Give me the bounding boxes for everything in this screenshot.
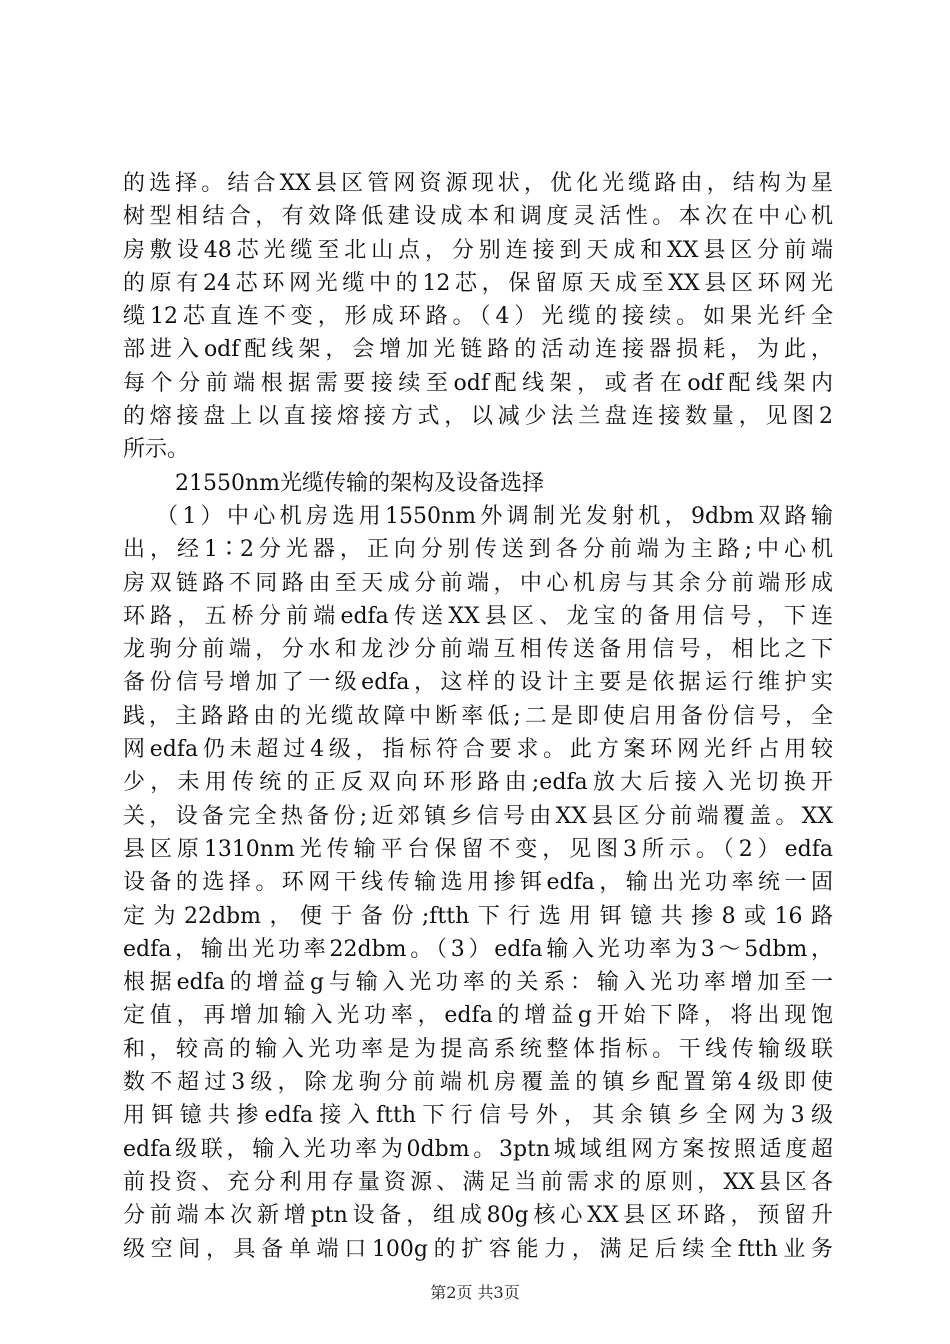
text-line: （1）中心机房选用1550nm外调制光发射机，9dbm双路输 xyxy=(156,503,833,529)
text-line: 关，设备完全热备份;近郊镇乡信号由XX县区分前端覆盖。XX xyxy=(123,803,833,829)
text-line: 和，较高的输入光功率是为提高系统整体指标。干线传输级联 xyxy=(123,1036,833,1062)
text-line: 的熔接盘上以直接熔接方式，以减少法兰盘连接数量，见图2 xyxy=(123,404,833,430)
text-line: 房敷设48芯光缆至北山点，分别连接到天成和XX县区分前端 xyxy=(123,237,833,263)
text-line: 的选择。结合XX县区管网资源现状，优化光缆路由，结构为星 xyxy=(123,171,833,196)
text-line: 21550nm光缆传输的架构及设备选择 xyxy=(175,470,545,496)
text-line: 龙驹分前端，分水和龙沙分前端互相传送备用信号，相比之下 xyxy=(123,637,833,663)
text-line: 部进入odf配线架，会增加光链路的活动连接器损耗，为此， xyxy=(123,337,833,363)
text-line: 分前端本次新增ptn设备，组成80g核心XX县区环路，预留升 xyxy=(123,1203,833,1229)
text-line: 缆12芯直连不变，形成环路。（4）光缆的接续。如果光纤全 xyxy=(123,304,833,330)
text-line: 环路，五桥分前端edfa传送XX县区、龙宝的备用信号，下连 xyxy=(123,603,833,629)
text-line: 的原有24芯环网光缆中的12芯，保留原天成至XX县区环网光 xyxy=(123,270,833,296)
text-line: 备份信号增加了一级edfa，这样的设计主要是依据运行维护实 xyxy=(123,670,833,696)
text-line: 出，经1∶2分光器，正向分别传送到各分前端为主路;中心机 xyxy=(123,537,833,563)
text-line: 定值，再增加输入光功率，edfa的增益g开始下降，将出现饱 xyxy=(123,1003,833,1029)
text-line: 每个分前端根据需要接续至odf配线架，或者在odf配线架内 xyxy=(123,370,833,396)
page-footer: 第2页 共3页 xyxy=(430,1283,520,1302)
text-line: 房双链路不同路由至天成分前端，中心机房与其余分前端形成 xyxy=(123,570,833,596)
text-line: 少，未用传统的正反双向环形路由;edfa放大后接入光切换开 xyxy=(123,770,833,796)
text-line: 前投资、充分利用存量资源、满足当前需求的原则，XX县区各 xyxy=(123,1169,833,1195)
text-line: 根据edfa的增益g与输入光功率的关系：输入光功率增加至一 xyxy=(123,970,833,996)
text-line: 级空间，具备单端口100g的扩容能力，满足后续全ftth业务 xyxy=(123,1236,833,1262)
text-line: 定为22dbm，便于备份;ftth下行选用铒镱共掺8或16路 xyxy=(123,903,833,929)
text-line: 践，主路路由的光缆故障中断率低;二是即使启用备份信号，全 xyxy=(123,703,833,729)
text-line: 所示。 xyxy=(123,437,190,463)
text-line: 树型相结合，有效降低建设成本和调度灵活性。本次在中心机 xyxy=(123,204,833,230)
text-line: 设备的选择。环网干线传输选用掺铒edfa，输出光功率统一固 xyxy=(123,870,833,896)
text-line: 用铒镱共掺edfa接入ftth下行信号外，其余镇乡全网为3级 xyxy=(123,1103,833,1129)
text-line: 网edfa仍未超过4级，指标符合要求。此方案环网光纤占用较 xyxy=(123,737,833,763)
text-line: edfa，输出光功率22dbm。（3）edfa输入光功率为3～5dbm， xyxy=(123,936,833,962)
text-line: 数不超过3级，除龙驹分前端机房覆盖的镇乡配置第4级即使 xyxy=(123,1070,833,1096)
body-text xyxy=(123,167,833,1266)
text-line: 县区原1310nm光传输平台保留不变，见图3所示。（2）edfa xyxy=(123,836,833,862)
text-line: edfa级联，输入光功率为0dbm。3ptn城域组网方案按照适度超 xyxy=(123,1136,833,1162)
